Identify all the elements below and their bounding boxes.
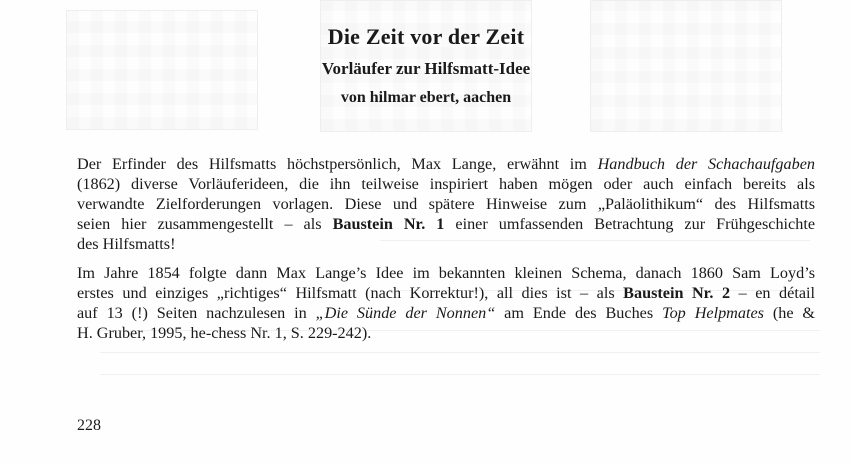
text-run: Im Jahre 1854 folgte dann Max Lange’s Idee im bekannten kleinen Schema, danach 1860 Sam Loyd’s <box>77 264 815 282</box>
book-title-top-helpmates: Top Helpmates <box>662 304 764 322</box>
paragraph-1-line-5 <box>77 234 815 254</box>
paragraph-2-line-3 <box>77 303 815 323</box>
paragraph-1-line-4 <box>77 214 815 234</box>
text-run: verwandte Zielforderungen vorlagen. Diese und spätere Hinweise zum „Paläolithikum“ des Hilfsmatts <box>77 195 815 213</box>
baustein-1-label: Baustein Nr. 1 <box>332 215 445 233</box>
paragraph-1-line-1 <box>77 154 815 174</box>
text-run: einer umfassenden Betrachtung zur Frühgeschichte <box>444 215 815 233</box>
ghost-text-line <box>100 374 820 375</box>
text-run: – en détail <box>730 284 816 302</box>
page-number: 228 <box>77 417 101 434</box>
article-title: Die Zeit vor der Zeit <box>327 24 525 49</box>
paragraph-2-line-1 <box>77 263 815 283</box>
text-run: Der Erfinder des Hilfsmatts höchstpersönlich, Max Lange, erwähnt im <box>77 155 598 173</box>
paragraph-1-line-3 <box>77 194 815 214</box>
article-byline: von hilmar ebert, aachen <box>340 89 512 106</box>
ghost-text-line <box>100 352 820 353</box>
text-run: (he & <box>763 304 816 322</box>
text-run: des Hilfsmatts! <box>77 235 176 253</box>
paragraph-2-line-4 <box>77 323 815 343</box>
paragraph-1-line-2 <box>77 174 815 194</box>
paragraph-2-line-2 <box>77 283 815 303</box>
text-run: (1862) diverse Vorläuferideen, die ihn teilweise inspiriert haben mögen oder auch einfach bereits als <box>77 175 815 193</box>
book-title-handbuch: Handbuch der Schachaufgaben <box>597 155 815 173</box>
text-run: H. Gruber, 1995, he-chess Nr. 1, S. 229-242). <box>77 324 372 342</box>
article-subtitle: Vorläufer zur Hilfsmatt-Idee <box>321 59 531 78</box>
text-run: am Ende des Buches <box>495 304 663 322</box>
text-run: erstes und einziges „richtiges“ Hilfsmatt (nach Korrektur!), all dies ist – als <box>77 284 624 302</box>
text-run: seien hier zusammengestellt – als <box>77 215 333 233</box>
text-run: auf 13 (!) Seiten nachzulesen in <box>77 304 316 322</box>
article-title-nonnen: „Die Sünde der Nonnen“ <box>315 304 496 322</box>
baustein-2-label: Baustein Nr. 2 <box>623 284 731 302</box>
